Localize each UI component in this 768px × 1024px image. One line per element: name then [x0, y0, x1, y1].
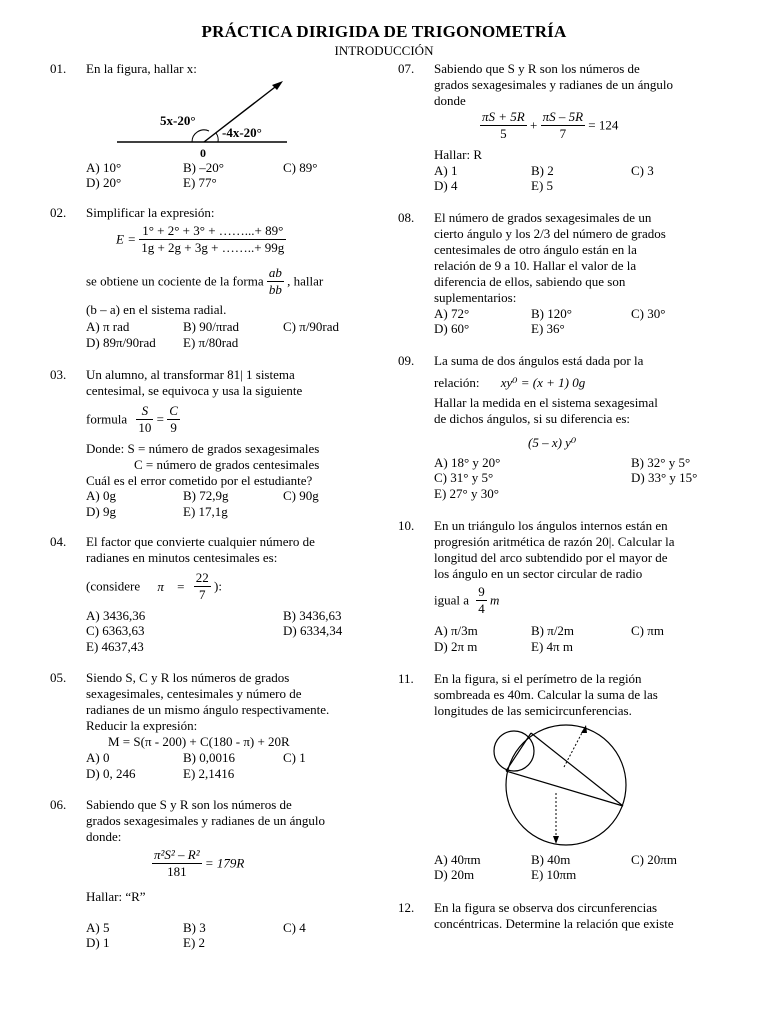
- options-row-1: [434, 163, 724, 179]
- pi-symbol: π: [157, 578, 164, 594]
- question-text-2: [86, 265, 376, 298]
- where-line-2: C = número de grados centesimales: [134, 457, 320, 472]
- options-row-2: [86, 623, 376, 639]
- options-row-2: [434, 867, 724, 883]
- option-c: C) 30°: [631, 306, 666, 321]
- question-number: 01.: [50, 61, 67, 76]
- option-e: E) 36°: [531, 321, 565, 336]
- option-e: E) 4637,43: [86, 639, 144, 654]
- options-row-1: [86, 750, 376, 766]
- fraction-right: [167, 403, 180, 436]
- text-line: En un triángulo los ángulos internos están en: [434, 518, 668, 533]
- formula-lhs: E =: [116, 231, 136, 247]
- options-row-2: [434, 639, 724, 655]
- where-line-1: Donde: S = número de grados sexagesimales: [86, 441, 320, 456]
- options-row-3: [434, 486, 724, 502]
- options-row-2: [434, 470, 724, 486]
- option-c: C) 3: [631, 163, 654, 178]
- question-06: [50, 797, 372, 957]
- fraction-denominator: 7: [559, 126, 567, 141]
- plus-sign: +: [529, 117, 538, 133]
- question-number: 08.: [398, 210, 415, 225]
- text-line: sombreada es 40m. Calcular la suma de las: [434, 687, 658, 702]
- fraction-denominator: 5: [500, 126, 507, 141]
- angle-figure: [112, 75, 302, 165]
- question-text-2: [434, 395, 658, 427]
- text-line: Reducir la expresión:: [86, 718, 198, 733]
- text-line: longitudes de las semicircunferencias.: [434, 703, 632, 718]
- text-line: relación de 9 a 10. Hallar el valor de la: [434, 258, 637, 273]
- fraction-numerator: S: [136, 403, 153, 420]
- question-number: 03.: [50, 367, 67, 382]
- option-d: D) 1: [86, 935, 110, 950]
- option-a: A) 0: [86, 750, 110, 765]
- question-09: [398, 353, 720, 503]
- option-b: B) 120°: [531, 306, 572, 321]
- option-b: B) 3436,63: [283, 608, 342, 623]
- text-line: centesimal, se equivoca y usa la siguiente: [86, 383, 303, 398]
- options-row-1: [86, 160, 376, 176]
- formula-rhs: = 179R: [204, 855, 245, 871]
- question-10: [398, 518, 720, 658]
- text-fragment: , hallar: [287, 273, 324, 289]
- option-e: E) 17,1g: [183, 504, 228, 519]
- fraction-denominator: 9: [170, 420, 177, 435]
- option-a: A) 18° y 20°: [434, 455, 501, 470]
- options-row-2: [86, 504, 376, 520]
- find-line: Hallar: R: [434, 147, 483, 162]
- option-b: B) 40m: [531, 852, 571, 867]
- formula: M = S(π - 200) + C(180 - π) + 20R: [108, 734, 290, 749]
- question-03: [50, 367, 372, 517]
- question-number: 04.: [50, 534, 67, 549]
- option-b: B) π/2m: [531, 623, 575, 638]
- text-line: radianes de un mismo ángulo respectivamente.: [86, 702, 330, 717]
- fraction-denominator: 7: [199, 587, 206, 602]
- question-04: [50, 534, 372, 659]
- question-05: [50, 670, 372, 785]
- radius-row: [434, 584, 499, 617]
- fraction-numerator: πS – 5R: [542, 109, 584, 124]
- question-text: [434, 61, 720, 109]
- option-c: C) 89°: [283, 160, 318, 175]
- text-fragment: igual a: [434, 592, 470, 608]
- option-a: A) 40πm: [434, 852, 481, 867]
- relation-formula: xy⁰ = (x + 1) 0g: [500, 375, 586, 390]
- option-b: B) 2: [531, 163, 554, 178]
- angle-label-left: 5x-20°: [160, 113, 196, 128]
- option-d: D) 20m: [434, 867, 475, 882]
- option-c: C) 20πm: [631, 852, 677, 867]
- fraction-numerator: π²S² – R²: [154, 847, 200, 862]
- text-line: sexagesimales, centesimales y número de: [86, 686, 302, 701]
- text-line: donde:: [86, 829, 122, 844]
- options-row-1: [86, 488, 376, 504]
- question-text: La suma de dos ángulos está dada por la: [434, 353, 644, 368]
- question-text: En la figura, hallar x:: [86, 61, 197, 76]
- text-fragment: se obtiene un cociente de la forma: [86, 273, 264, 289]
- question-line: Cuál es el error cometido por el estudiante?: [86, 473, 313, 488]
- options-row-1: [434, 623, 724, 639]
- formula-rhs: = 124: [588, 117, 619, 133]
- option-b: B) 90/πrad: [183, 319, 240, 334]
- chord-1: [506, 771, 623, 806]
- option-e: E) 2: [183, 935, 206, 950]
- option-d: D) 4: [434, 178, 458, 193]
- text-line: radianes en minutos centesimales es:: [86, 550, 278, 565]
- options-row-2: [86, 175, 376, 191]
- options-row-2: [434, 178, 724, 194]
- text-line: de dichos ángulos, si su diferencia es:: [434, 411, 631, 426]
- options-row-1: [434, 306, 724, 322]
- options-row-2: [434, 321, 724, 337]
- option-e: E) 27° y 30°: [434, 486, 499, 501]
- options-row-2: [86, 766, 376, 782]
- fraction-1: [480, 109, 527, 142]
- option-d: D) 33° y 15°: [631, 470, 698, 485]
- arrowhead-icon: [553, 836, 559, 844]
- option-b: B) –20°: [183, 160, 224, 175]
- text-fragment: ):: [214, 578, 222, 594]
- origin-label: 0: [200, 146, 206, 160]
- text-line: Sabiendo que S y R son los números de: [86, 797, 292, 812]
- relation-row: [434, 375, 585, 391]
- fraction-numerator: ab: [268, 265, 282, 280]
- option-a: A) 0g: [86, 488, 116, 503]
- fraction-numerator: 9: [478, 584, 485, 599]
- equals-sign: =: [156, 411, 164, 427]
- option-c: C) 90g: [283, 488, 319, 503]
- question-number: 12.: [398, 900, 415, 915]
- text-line: Siendo S, C y R los números de grados: [86, 670, 290, 685]
- option-e: E) 10πm: [531, 867, 577, 882]
- question-number: 05.: [50, 670, 67, 685]
- option-b: B) 3: [183, 920, 206, 935]
- options-row-1: [86, 920, 376, 936]
- option-b: B) 72,9g: [183, 488, 229, 503]
- unit: m: [490, 592, 500, 608]
- find-line: Hallar: “R”: [86, 889, 146, 904]
- question-07: [398, 61, 720, 201]
- fraction: [194, 570, 211, 603]
- fraction-numerator: πS + 5R: [482, 109, 525, 124]
- text-line: donde: [434, 93, 466, 108]
- question-text: [86, 797, 372, 845]
- question-number: 10.: [398, 518, 415, 533]
- formula-row: [86, 403, 180, 436]
- options-row-2: [86, 935, 376, 951]
- question-text: [434, 210, 720, 306]
- fraction-numerator: 1° + 2° + 3° + ……...+ 89°: [139, 223, 286, 240]
- fraction-numerator: C: [169, 403, 178, 418]
- question-text: [86, 534, 372, 566]
- options-row-3: [86, 639, 376, 655]
- equals-sign: =: [177, 578, 185, 594]
- option-d: D) 89π/90rad: [86, 335, 156, 350]
- options-row-1: [434, 455, 724, 471]
- options-row-2: [86, 335, 376, 351]
- question-number: 07.: [398, 61, 415, 76]
- option-e: E) π/80rad: [183, 335, 239, 350]
- fraction-denominator: 10: [138, 420, 152, 435]
- question-08: [398, 210, 720, 340]
- option-d: D) 60°: [434, 321, 470, 336]
- fraction: [267, 265, 284, 298]
- question-text: [434, 900, 720, 932]
- angle-label-right: -4x-20°: [222, 125, 262, 140]
- text-line: progresión aritmética de razón 20|. Calcular la: [434, 534, 675, 549]
- fraction-numerator: 22: [195, 570, 209, 585]
- question-11: [398, 671, 720, 886]
- text-line: El número de grados sexagesimales de un: [434, 210, 652, 225]
- text-line: los ángulo en un sector circular de radio: [434, 566, 643, 581]
- option-e: E) 2,1416: [183, 766, 235, 781]
- question-text: [86, 367, 372, 399]
- option-d: D) 9g: [86, 504, 116, 519]
- formula: [116, 223, 286, 256]
- fraction: [152, 847, 202, 880]
- options-row-1: [86, 319, 376, 335]
- option-e: E) 5: [531, 178, 554, 193]
- question-12: [398, 900, 720, 940]
- circles-figure: [486, 721, 636, 849]
- question-number: 09.: [398, 353, 415, 368]
- option-a: A) π rad: [86, 319, 130, 334]
- question-number: 06.: [50, 797, 67, 812]
- text-line: centesimales de otro ángulo están en la: [434, 242, 637, 257]
- question-text: [434, 671, 720, 719]
- fraction: [139, 223, 286, 256]
- text-line: grados sexagesimales y radianes de un ángulo: [86, 813, 325, 828]
- option-a: A) π/3m: [434, 623, 478, 638]
- question-02: [50, 205, 372, 355]
- text-line: Sabiendo que S y R son los números de: [434, 61, 640, 76]
- option-a: A) 10°: [86, 160, 122, 175]
- text-line: En la figura se observa dos circunferencias: [434, 900, 658, 915]
- option-a: A) 5: [86, 920, 110, 935]
- text-line: Un alumno, al transformar 81| 1 sistema: [86, 367, 295, 382]
- question-text: [86, 670, 372, 734]
- fraction-denominator: 4: [478, 601, 485, 616]
- option-e: E) 77°: [183, 175, 217, 190]
- question-number: 11.: [398, 671, 414, 686]
- fraction: [476, 584, 487, 617]
- option-a: A) 1: [434, 163, 458, 178]
- angle-arc-right: [216, 133, 218, 142]
- page-subtitle: INTRODUCCIÓN: [334, 43, 434, 58]
- formula: [152, 847, 244, 880]
- question-text-3: (b – a) en el sistema radial.: [86, 302, 227, 317]
- fraction-2: [541, 109, 585, 142]
- text-line: longitud del arco subtendido por el mayor de: [434, 550, 668, 565]
- question-text: [434, 518, 720, 582]
- text-line: En la figura, si el perímetro de la región: [434, 671, 642, 686]
- text-line: cierto ángulo y los 2/3 del número de grados: [434, 226, 666, 241]
- option-c: C) 31° y 5°: [434, 470, 494, 485]
- option-d: D) 2π m: [434, 639, 478, 654]
- formula-label: formula: [86, 411, 128, 427]
- text-line: grados sexagesimales y radianes de un ángulo: [434, 77, 673, 92]
- options-row-1: [434, 852, 724, 868]
- text-line: El factor que convierte cualquier número de: [86, 534, 315, 549]
- relation-label: relación:: [434, 375, 480, 390]
- question-text: Simplificar la expresión:: [86, 205, 215, 220]
- page-title: PRÁCTICA DIRIGIDA DE TRIGONOMETRÍA: [201, 22, 567, 41]
- fraction-denominator: bb: [268, 282, 282, 297]
- option-d: D) 0, 246: [86, 766, 136, 781]
- option-c: C) π/90rad: [283, 319, 340, 334]
- difference-formula: (5 – x) y⁰: [528, 435, 577, 450]
- text-line: concéntricas. Determine la relación que existe: [434, 916, 674, 931]
- option-a: A) 72°: [434, 306, 470, 321]
- option-b: B) 32° y 5°: [631, 455, 691, 470]
- option-c: C) 6363,63: [86, 623, 145, 638]
- option-b: B) 0,0016: [183, 750, 235, 765]
- option-e: E) 4π m: [531, 639, 573, 654]
- text-line: suplementarios:: [434, 290, 517, 305]
- consider-row: [86, 570, 222, 603]
- option-c: C) πm: [631, 623, 664, 638]
- text-fragment: (considere: [86, 578, 141, 594]
- options-row-1: [86, 608, 376, 624]
- option-a: A) 3436,36: [86, 608, 146, 623]
- formula: [480, 109, 618, 142]
- option-c: C) 4: [283, 920, 306, 935]
- option-d: D) 20°: [86, 175, 122, 190]
- arrowhead-icon: [581, 725, 587, 733]
- fraction-denominator: 181: [167, 864, 187, 879]
- fraction-denominator: 1g + 2g + 3g + ……..+ 99g: [141, 240, 285, 255]
- question-number: 02.: [50, 205, 67, 220]
- option-d: D) 6334,34: [283, 623, 343, 638]
- question-01: [50, 61, 372, 191]
- text-line: diferencia de ellos, sabiendo que son: [434, 274, 626, 289]
- option-c: C) 1: [283, 750, 306, 765]
- fraction-left: [136, 403, 153, 436]
- text-line: Hallar la medida en el sistema sexagesimal: [434, 395, 658, 410]
